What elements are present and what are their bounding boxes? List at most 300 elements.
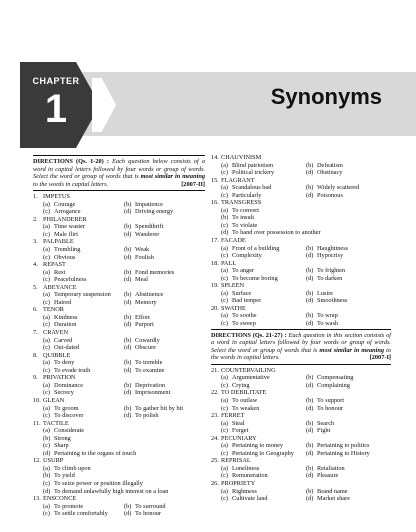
question-item <box>211 367 391 375</box>
question-number: 19. <box>211 282 219 290</box>
option-letter: (b) <box>306 267 314 275</box>
question-item <box>211 260 391 268</box>
option-letter: (c) <box>43 344 50 352</box>
option-grid <box>33 427 205 457</box>
directions-head-2: DIRECTIONS (Qs. 21-27) : <box>211 331 287 339</box>
question-item <box>33 374 205 382</box>
answer-option <box>43 427 205 435</box>
option-letter: (b) <box>306 289 314 297</box>
option-text: Male flirt <box>54 230 78 238</box>
option-text: To yield <box>54 472 75 480</box>
option-text: Pertaining to History <box>317 449 370 457</box>
question-item <box>211 435 391 443</box>
option-letter: (c) <box>221 191 228 199</box>
option-grid <box>211 290 391 305</box>
question-item <box>211 282 391 290</box>
option-grid <box>33 405 205 420</box>
option-letter: (a) <box>221 419 228 427</box>
option-letter: (d) <box>124 366 132 374</box>
option-letter: (a) <box>43 502 50 510</box>
answer-option <box>43 465 205 473</box>
option-text: To honour <box>135 510 161 518</box>
option-grid <box>33 337 205 352</box>
question-number: 7. <box>33 329 38 337</box>
option-text: Political trickery <box>232 169 275 177</box>
question-word: IMPETUS <box>43 193 70 201</box>
option-grid <box>211 420 391 435</box>
answer-option <box>43 344 124 352</box>
option-grid <box>211 488 391 503</box>
option-text: To polish <box>135 412 159 420</box>
answer-option <box>221 374 306 382</box>
option-text: Cultivate land <box>232 495 268 503</box>
answer-option <box>43 254 124 262</box>
question-item <box>211 199 391 207</box>
answer-option <box>124 254 205 262</box>
answer-option <box>221 222 391 230</box>
option-letter: (d) <box>306 320 314 328</box>
option-text: Pertaining to the organs of touch <box>54 449 137 457</box>
option-text: Obscure <box>135 344 156 352</box>
answer-option <box>124 503 205 511</box>
option-text: Hatred <box>54 298 72 306</box>
question-word: SPLEEN <box>221 282 245 290</box>
answer-option <box>43 503 124 511</box>
directions-emph: most similar in meaning <box>140 173 205 181</box>
question-word: FLAGRANT <box>221 176 255 184</box>
question-word: PRIVATION <box>43 374 76 382</box>
option-letter: (d) <box>306 472 314 480</box>
answer-option <box>306 184 391 192</box>
option-letter: (d) <box>43 487 51 495</box>
option-text: Dominance <box>54 381 84 389</box>
option-letter: (d) <box>124 276 132 284</box>
answer-option <box>124 389 205 397</box>
option-letter: (d) <box>124 253 132 261</box>
answer-option <box>221 275 306 283</box>
answer-option <box>124 231 205 239</box>
question-item <box>33 216 205 224</box>
answer-option <box>221 488 306 496</box>
option-text: To honour <box>317 404 343 412</box>
option-text: Meal <box>135 276 148 284</box>
option-text: To deny <box>54 359 75 367</box>
option-text: Strong <box>54 434 71 442</box>
option-text: To become boring <box>232 274 278 282</box>
answer-option <box>221 450 306 458</box>
option-letter: (d) <box>124 208 132 216</box>
option-letter: (a) <box>43 200 50 208</box>
option-letter: (c) <box>221 320 228 328</box>
option-letter: (b) <box>124 313 132 321</box>
option-text: To demand unlawfully high interest on a loan <box>54 487 169 495</box>
option-letter: (a) <box>221 312 228 320</box>
option-letter: (a) <box>43 313 50 321</box>
question-item <box>211 412 391 420</box>
question-number: 20. <box>211 304 219 312</box>
question-word: PALL <box>221 259 237 267</box>
answer-option <box>43 359 124 367</box>
option-grid <box>33 246 205 261</box>
answer-option <box>221 320 306 328</box>
answer-option <box>43 231 124 239</box>
directions-head: DIRECTIONS (Qs. 1-20) : <box>33 158 109 165</box>
answer-option <box>43 314 124 322</box>
option-text: Widely scattered <box>317 184 360 192</box>
option-letter: (a) <box>221 289 228 297</box>
question-word: REPRISAL <box>221 457 251 465</box>
option-letter: (b) <box>306 312 314 320</box>
option-text: Sharp <box>54 442 69 450</box>
question-number: 18. <box>211 259 219 267</box>
chapter-label: CHAPTER <box>32 76 80 86</box>
option-letter: (c) <box>43 389 50 397</box>
question-word: QUIBBLE <box>43 351 71 359</box>
answer-option <box>306 297 391 305</box>
option-letter: (d) <box>124 298 132 306</box>
option-letter: (b) <box>124 291 132 299</box>
option-text: Pertaining to money <box>232 442 284 450</box>
option-text: Effort <box>135 313 150 321</box>
option-letter: (b) <box>124 359 132 367</box>
answer-option <box>221 290 306 298</box>
option-letter: (c) <box>221 472 228 480</box>
option-grid <box>33 201 205 216</box>
answer-option <box>221 495 306 503</box>
question-item <box>33 397 205 405</box>
question-word: PROPRIETY <box>221 479 256 487</box>
answer-option <box>124 201 205 209</box>
left-column <box>33 154 205 518</box>
answer-option <box>43 269 124 277</box>
option-text: Lustre <box>317 289 334 297</box>
option-letter: (d) <box>124 321 132 329</box>
option-text: To promote <box>54 502 84 510</box>
option-letter: (a) <box>43 359 50 367</box>
question-number: 8. <box>33 351 38 359</box>
option-grid <box>211 397 391 412</box>
answer-option <box>306 275 391 283</box>
directions-tail: to the words in capital letters. <box>33 180 109 188</box>
option-grid <box>211 312 391 327</box>
option-letter: (b) <box>43 472 51 480</box>
option-text: Peacefulness <box>54 276 87 284</box>
question-word: CHAUVINISM <box>221 154 262 161</box>
question-word: TENOR <box>43 306 64 314</box>
answer-option <box>43 246 124 254</box>
option-text: To soothe <box>232 312 257 320</box>
question-word: PECUNIARY <box>221 434 257 442</box>
question-item <box>33 193 205 201</box>
question-number: 23. <box>211 412 219 420</box>
option-text: Obstinacy <box>317 169 343 177</box>
question-word: PHILANDERER <box>43 215 87 223</box>
option-grid <box>33 291 205 306</box>
answer-option <box>124 276 205 284</box>
question-word: SWATHE <box>221 304 246 312</box>
answer-option <box>43 299 124 307</box>
directions-text: Each question below consists of a word in capital letters followed by four words or group of words. Select the word or group of words that is <box>33 158 205 181</box>
answer-option <box>124 299 205 307</box>
option-letter: (b) <box>124 404 132 412</box>
option-text: Particularly <box>232 191 262 199</box>
option-letter: (b) <box>306 184 314 192</box>
option-letter: (b) <box>221 214 229 222</box>
option-letter: (a) <box>221 374 228 382</box>
directions-ref-2: [2007-I] <box>369 354 391 362</box>
question-item <box>33 457 205 465</box>
option-text: Fight <box>317 427 331 435</box>
answer-option <box>124 208 205 216</box>
answer-option <box>221 192 306 200</box>
option-text: To examine <box>135 366 165 374</box>
option-text: Driving energy <box>135 208 174 216</box>
option-text: To weaken <box>232 404 260 412</box>
option-letter: (d) <box>124 230 132 238</box>
directions-tail-2: to the words in capital letters. <box>211 346 391 362</box>
answer-option <box>306 312 391 320</box>
option-grid <box>33 269 205 284</box>
option-text: Retaliation <box>317 464 345 472</box>
question-word: USURP <box>43 457 64 465</box>
option-letter: (c) <box>221 381 228 389</box>
option-text: Impatience <box>135 200 163 208</box>
question-number: 9. <box>33 374 38 382</box>
option-text: To frighten <box>317 267 346 275</box>
option-text: Fond memories <box>135 268 175 276</box>
option-text: Argumentative <box>232 374 270 382</box>
option-grid <box>211 207 391 237</box>
answer-option <box>306 374 391 382</box>
question-list-right-a <box>211 154 391 328</box>
question-item <box>33 261 205 269</box>
option-text: Smoothness <box>317 297 348 305</box>
answer-option <box>124 382 205 390</box>
answer-option <box>43 208 124 216</box>
answer-option <box>306 320 391 328</box>
question-word: COUNTERVAILING <box>221 366 276 374</box>
option-letter: (c) <box>221 449 228 457</box>
option-letter: (d) <box>306 404 314 412</box>
option-text: Wanderer <box>135 230 160 238</box>
question-number: 25. <box>211 457 219 465</box>
question-item <box>33 238 205 246</box>
answer-option <box>221 169 306 177</box>
option-letter: (c) <box>43 230 50 238</box>
option-letter: (b) <box>124 268 132 276</box>
answer-option <box>306 405 391 413</box>
answer-option <box>43 321 124 329</box>
answer-option <box>306 397 391 405</box>
option-text: Carved <box>54 336 73 344</box>
option-text: Kindness <box>54 313 78 321</box>
question-number: 11. <box>33 419 41 427</box>
question-item <box>33 420 205 428</box>
answer-option <box>43 367 124 375</box>
option-text: Arrogance <box>54 208 81 216</box>
option-text: To violate <box>232 221 258 229</box>
question-word: TRANSGRESS <box>221 199 262 207</box>
chapter-number: 1 <box>44 87 68 131</box>
question-word: TO DEBILITATE <box>221 389 267 397</box>
directions-21-27 <box>211 332 391 362</box>
directions-rule-bottom <box>33 190 205 191</box>
option-letter: (b) <box>124 246 132 254</box>
option-letter: (a) <box>43 336 50 344</box>
chapter-title: Synonyms <box>270 84 382 109</box>
option-letter: (b) <box>306 487 314 495</box>
option-text: Duration <box>54 321 77 329</box>
option-text: Secrecy <box>54 389 74 397</box>
option-text: To wrap <box>317 312 338 320</box>
answer-option <box>306 427 391 435</box>
option-letter: (d) <box>124 412 132 420</box>
question-number: 13. <box>33 495 41 503</box>
option-letter: (a) <box>43 291 50 299</box>
answer-option <box>221 420 306 428</box>
option-text: To groom <box>54 404 79 412</box>
question-number: 24. <box>211 434 219 442</box>
answer-option <box>306 465 391 473</box>
answer-option <box>221 405 306 413</box>
question-number: 10. <box>33 396 41 404</box>
answer-option <box>124 223 205 231</box>
option-letter: (c) <box>221 274 228 282</box>
option-letter: (d) <box>124 510 132 518</box>
answer-option <box>221 465 306 473</box>
question-number: 15. <box>211 176 219 184</box>
option-letter: (a) <box>43 464 50 472</box>
question-number: 6. <box>33 306 38 314</box>
directions-1-20 <box>33 158 205 188</box>
option-text: Weak <box>135 246 150 254</box>
option-text: Defeatism <box>317 161 343 169</box>
answer-option <box>43 223 124 231</box>
option-letter: (a) <box>43 404 50 412</box>
question-number: 1. <box>33 193 38 201</box>
option-text: Courage <box>54 200 76 208</box>
option-text: To discover <box>54 412 84 420</box>
option-text: Rest <box>54 268 66 276</box>
question-word: GLEAN <box>43 396 65 404</box>
option-text: To tremble <box>135 359 163 367</box>
option-text: Bad temper <box>232 297 262 305</box>
option-letter: (c) <box>221 297 228 305</box>
answer-option <box>306 267 391 275</box>
option-text: Purport <box>135 321 154 329</box>
option-text: Loneliness <box>232 464 260 472</box>
answer-option <box>43 480 205 488</box>
option-text: Out-dated <box>54 344 80 352</box>
option-letter: (c) <box>221 252 228 260</box>
option-letter: (d) <box>124 389 132 397</box>
option-letter: (c) <box>43 479 50 487</box>
answer-option <box>306 472 391 480</box>
option-letter: (c) <box>43 442 50 450</box>
option-letter: (d) <box>306 191 314 199</box>
option-text: Pertaining to Geography <box>232 449 294 457</box>
answer-option <box>124 412 205 420</box>
option-letter: (b) <box>306 374 314 382</box>
answer-option <box>221 312 306 320</box>
option-text: Rightness <box>232 487 257 495</box>
option-letter: (a) <box>221 244 228 252</box>
answer-option <box>221 229 391 237</box>
option-text: Pleasure <box>317 472 339 480</box>
answer-option <box>306 162 391 170</box>
option-grid <box>33 223 205 238</box>
option-letter: (a) <box>221 487 228 495</box>
option-letter: (d) <box>306 381 314 389</box>
directions-rule-top-2 <box>211 329 391 330</box>
question-item <box>33 284 205 292</box>
option-grid <box>33 503 205 518</box>
option-text: Market share <box>317 495 351 503</box>
option-text: To wash <box>317 320 339 328</box>
option-letter: (b) <box>306 161 314 169</box>
option-text: To sweep <box>232 320 256 328</box>
question-number: 17. <box>211 237 219 245</box>
option-letter: (d) <box>43 449 51 457</box>
option-grid <box>33 314 205 329</box>
option-text: Foolish <box>135 253 154 261</box>
option-letter: (d) <box>306 274 314 282</box>
question-item <box>33 352 205 360</box>
option-text: Haughtiness <box>317 244 349 252</box>
option-text: To anger <box>232 267 255 275</box>
option-text: Poisonous <box>317 191 343 199</box>
question-number: 5. <box>33 283 38 291</box>
option-letter: (b) <box>43 434 51 442</box>
directions-ref: [2007-II] <box>181 180 205 188</box>
answer-option <box>43 510 124 518</box>
question-item <box>211 237 391 245</box>
option-text: To seize power or position illegally <box>54 479 143 487</box>
option-text: Brand name <box>317 487 348 495</box>
option-letter: (d) <box>306 427 314 435</box>
question-word: FACADE <box>221 237 246 245</box>
option-grid <box>211 465 391 480</box>
option-letter: (c) <box>221 221 228 229</box>
option-text: Temporary suspension <box>54 291 111 299</box>
answer-option <box>124 359 205 367</box>
question-number: 12. <box>33 457 41 465</box>
option-letter: (a) <box>43 223 50 231</box>
option-grid <box>33 382 205 397</box>
option-letter: (c) <box>43 366 50 374</box>
question-item <box>211 154 391 162</box>
option-text: Spendthrift <box>135 223 164 231</box>
question-item <box>33 495 205 503</box>
answer-option <box>43 412 124 420</box>
option-text: To insult <box>232 214 255 222</box>
question-word: TACTILE <box>43 419 69 427</box>
option-letter: (c) <box>221 169 228 177</box>
answer-option <box>43 405 124 413</box>
option-text: Cowardly <box>135 336 160 344</box>
answer-option <box>43 450 205 458</box>
option-letter: (a) <box>43 427 50 435</box>
answer-option <box>306 450 391 458</box>
option-grid <box>33 359 205 374</box>
option-text: Steal <box>232 419 245 427</box>
option-grid <box>211 162 391 177</box>
question-item <box>211 177 391 185</box>
question-item <box>211 457 391 465</box>
option-text: To outlaw <box>232 396 258 404</box>
option-letter: (a) <box>221 267 228 275</box>
option-text: Trembling <box>54 246 81 254</box>
